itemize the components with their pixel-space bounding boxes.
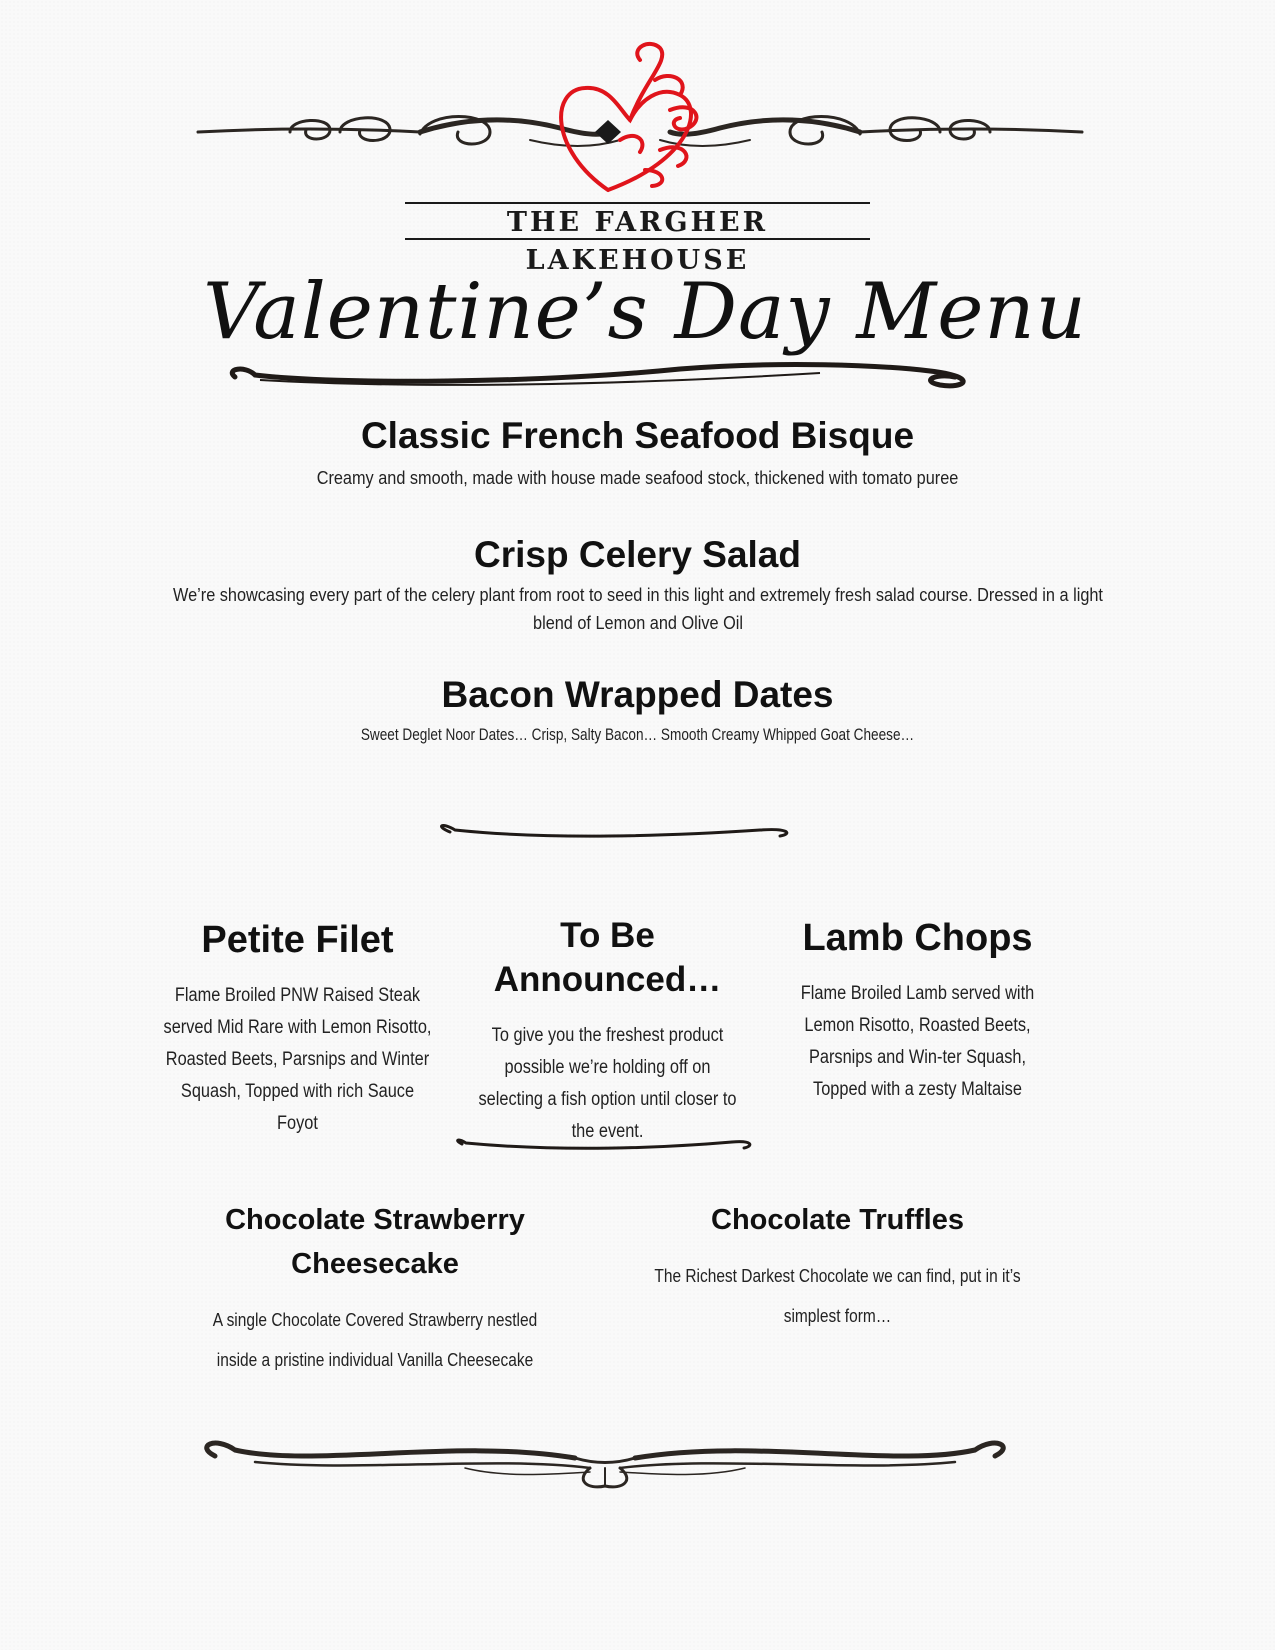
top-scroll-ornament [190, 40, 1090, 205]
dish-title: To Be Announced… [493, 916, 722, 999]
dish-title: Classic French Seafood Bisque [360, 415, 915, 456]
dessert-1 [150, 1198, 600, 1380]
bottom-scroll-ornament [195, 1428, 1015, 1498]
dish-description: Creamy and smooth, made with house made seafood stock, thickened with tomato puree [316, 467, 959, 488]
heart-rose-icon [561, 44, 696, 190]
title-underline-flourish [220, 355, 1000, 405]
section-divider-flourish [452, 1136, 757, 1156]
dish-description: We’re showcasing every part of the celery plant from root to seed in this light and extremely fresh salad course. Dressed in a light blend of Lemon and Olive Oil [173, 584, 1103, 633]
main-2 [450, 914, 765, 1148]
dish-title: Chocolate Strawberry Cheesecake [225, 1204, 525, 1280]
dish-description: Flame Broiled PNW Raised Steak served Mid Rare with Lemon Risotto, Roasted Beets, Parsnips and Winter Squash, Topped with rich Sauce Foyot [163, 985, 432, 1134]
dish-description: To give you the freshest product possible we’re holding off on selecting a fish option until closer to the event. [478, 1025, 737, 1142]
dish-description: The Richest Darkest Chocolate we can find, put in it’s simplest form… [654, 1266, 1021, 1326]
dish-description: Flame Broiled Lamb served with Lemon Risotto, Roasted Beets, Parsnips and Win-ter Squash, Topped with a zesty Maltaise [800, 983, 1035, 1100]
main-1 [140, 918, 455, 1140]
dish-description: A single Chocolate Covered Strawberry nestled inside a pristine individual Vanilla Cheesecake [212, 1310, 538, 1370]
dessert-2 [615, 1198, 1060, 1336]
main-3 [765, 916, 1070, 1106]
starter-3 [140, 673, 1135, 749]
section-divider-flourish [430, 822, 795, 846]
dish-title: Crisp Celery Salad [474, 534, 801, 575]
starter-2 [150, 533, 1125, 637]
menu-title: Valentine’s Day Menu [203, 267, 1087, 357]
restaurant-name: THE FARGHER LAKEHOUSE [405, 202, 870, 240]
dish-description: Sweet Deglet Noor Dates… Crisp, Salty Bacon… Smooth Creamy Whipped Goat Cheese… [360, 725, 915, 744]
dish-title: Petite Filet [201, 919, 394, 961]
dish-title: Chocolate Truffles [711, 1204, 964, 1236]
starter-1 [140, 414, 1135, 492]
dish-title: Lamb Chops [802, 917, 1033, 959]
dish-title: Bacon Wrapped Dates [441, 674, 834, 715]
